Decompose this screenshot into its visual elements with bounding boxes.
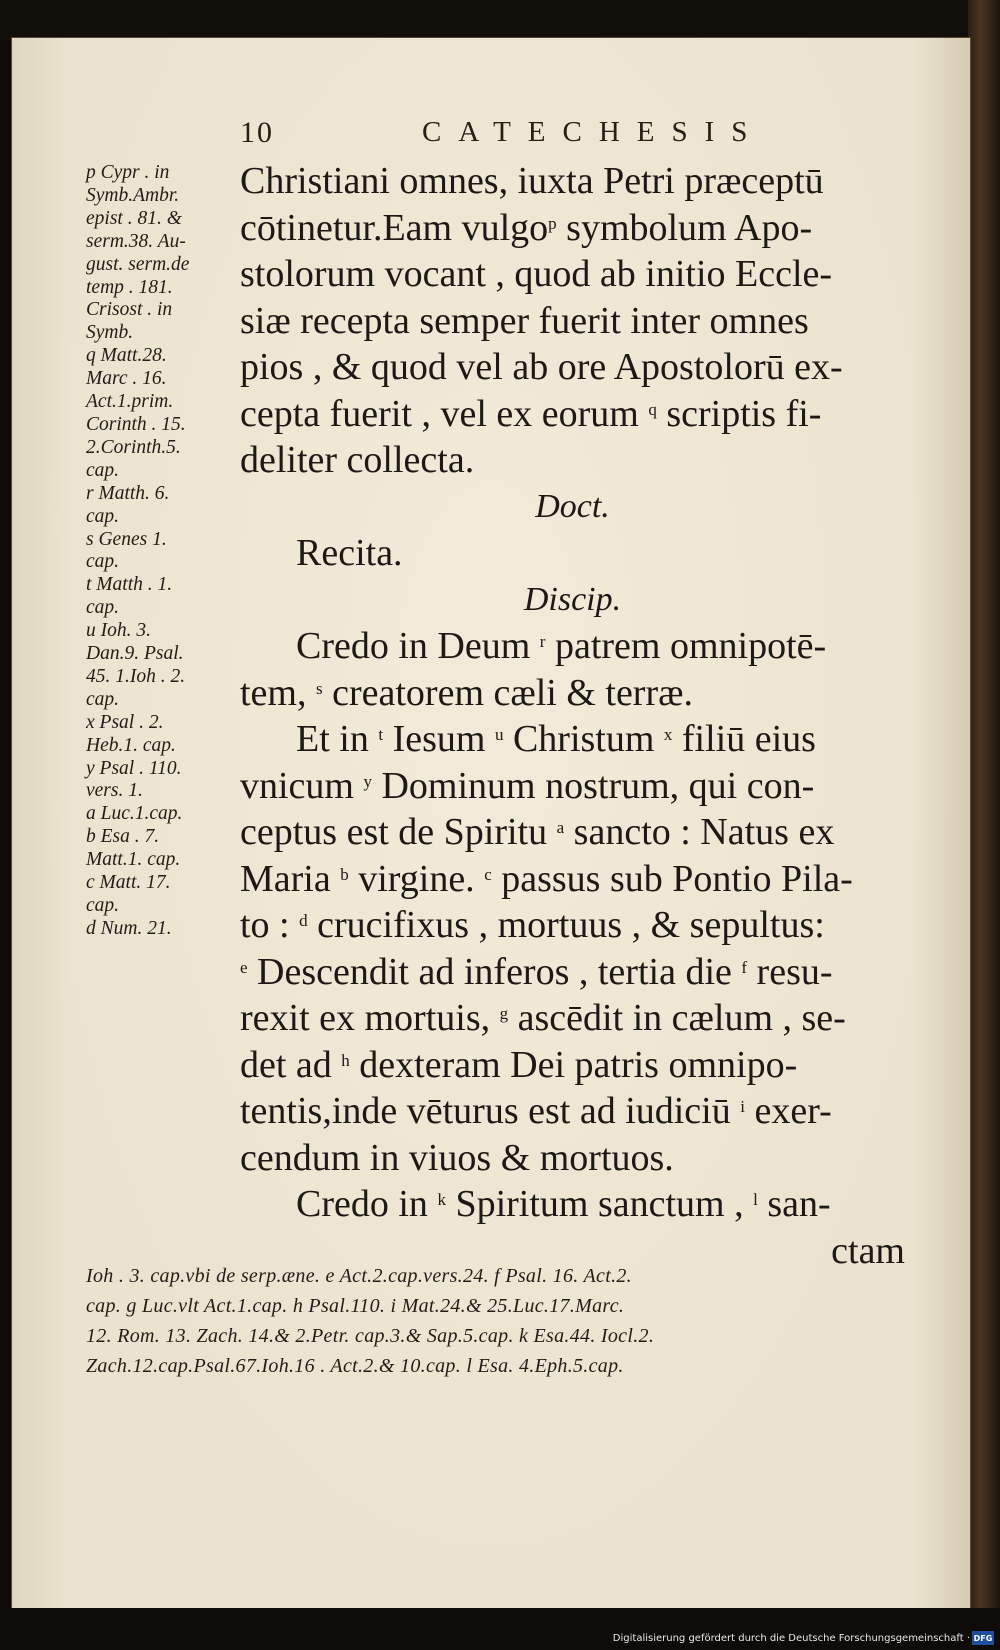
note-marker: e (240, 957, 248, 977)
text-segment: cepta fuerit , vel ex eorum (240, 392, 649, 435)
marginal-note-line: q Matt.28. (86, 345, 167, 367)
text-segment: symbolum Apo- (556, 206, 813, 249)
footnote-line: Ioh . 3. cap.vbi de serp.æne. e Act.2.cap.vers.24. f Psal. 16. Act.2. (86, 1265, 632, 1287)
text-line (240, 1135, 905, 1182)
marginal-note-line: Symb.Ambr. (86, 184, 180, 206)
text-segment: Descendit ad inferos , tertia die (247, 950, 742, 993)
footnote-line: Zach.12.cap.Psal.67.Ioh.16 . Act.2.& 10.cap. l Esa. 4.Eph.5.cap. (86, 1355, 624, 1377)
marginal-note-line: cap. (86, 688, 120, 710)
page-number: 10 (240, 116, 274, 149)
marginal-note-line: Symb. (86, 322, 134, 344)
text-line (240, 763, 905, 810)
scan-top-edge (0, 0, 1000, 40)
text-line (240, 344, 905, 391)
text-segment: sancto : Natus ex (564, 811, 835, 853)
text-line (240, 298, 905, 345)
text-segment: ctam (831, 1229, 905, 1272)
text-segment: ceptus est de Spiritu (240, 811, 557, 853)
marginal-note-line: s Genes 1. (86, 528, 167, 550)
text-segment: dexteram Dei patris omnipo- (349, 1043, 798, 1086)
marginal-note-line: y Psal . 110. (86, 757, 182, 779)
marginal-note-line: cap. (86, 505, 120, 527)
note-marker: l (753, 1190, 758, 1209)
text-line (240, 484, 905, 531)
text-segment: Recita. (296, 532, 403, 574)
text-line (240, 205, 905, 252)
marginal-note-line: serm.38. Au- (86, 230, 186, 252)
marginal-note-line: Marc . 16. (86, 368, 167, 390)
digitization-credit: Digitalisierung gefördert durch die Deutsche Forschungsgemeinschaft · (612, 1633, 970, 1644)
text-segment: Discip. (523, 580, 622, 618)
text-segment: scriptis fi- (656, 392, 822, 435)
marginal-note-line: b Esa . 7. (86, 826, 160, 848)
dfg-logo: DFG (972, 1631, 994, 1645)
text-segment: resu- (747, 950, 833, 993)
marginal-note-line: r Matth. 6. (86, 482, 170, 504)
note-marker: x (663, 725, 673, 744)
note-marker: u (494, 725, 504, 744)
marginal-note-line: t Matth . 1. (86, 574, 173, 596)
text-segment: to : (240, 904, 300, 946)
main-text-block (240, 158, 905, 1274)
text-line (240, 856, 905, 903)
text-segment: det ad (240, 1043, 342, 1086)
marginal-note-line: a Luc.1.cap. (86, 803, 183, 825)
marginal-note-line: 2.Corinth.5. (86, 436, 181, 458)
note-marker: i (740, 1097, 745, 1116)
marginal-note-line: c Matt. 17. (86, 872, 171, 894)
text-segment: siæ recepta semper fuerit inter omnes (240, 299, 809, 342)
marginal-note-line: cap. (86, 597, 120, 619)
marginal-note-line: Heb.1. cap. (86, 734, 176, 756)
note-marker: d (299, 911, 308, 930)
text-segment: san- (757, 1183, 831, 1225)
text-segment: Dominum nostrum, qui con- (371, 764, 815, 807)
text-line (240, 809, 905, 856)
note-marker: p (548, 213, 557, 233)
text-segment: rexit ex mortuis, (240, 997, 500, 1039)
text-segment: patrem omnipotē- (545, 625, 827, 667)
marginal-note-line: temp . 181. (86, 276, 173, 298)
text-line (240, 1042, 905, 1089)
note-marker: a (556, 818, 565, 837)
footnote-line: cap. g Luc.vlt Act.1.cap. h Psal.110. i Mat.24.& 25.Luc.17.Marc. (86, 1295, 625, 1317)
text-line (240, 623, 905, 670)
text-segment: Christiani omnes, iuxta Petri præceptū (240, 160, 824, 202)
text-line (240, 391, 905, 438)
marginal-note-line: u Ioh. 3. (86, 620, 151, 642)
text-line (240, 1181, 905, 1228)
marginal-note-line: Dan.9. Psal. (86, 643, 184, 665)
text-segment: Maria (240, 857, 341, 900)
text-segment: crucifixus , mortuus , & sepultus: (307, 904, 825, 946)
note-marker: q (648, 399, 657, 419)
marginal-note-line: cap. (86, 895, 120, 916)
text-segment: Spiritum sanctum , (445, 1183, 754, 1225)
text-line (240, 995, 905, 1042)
marginal-note-line: Corinth . 15. (86, 413, 186, 435)
marginal-note-line: 45. 1.Ioh . 2. (86, 665, 186, 687)
text-segment: passus sub Pontio Pila- (491, 857, 853, 900)
text-segment: Credo in (296, 1183, 438, 1225)
text-segment: ascēdit in cælum , se- (508, 997, 846, 1039)
footnote-line: 12. Rom. 13. Zach. 14.& 2.Petr. cap.3.& Sap.5.cap. k Esa.44. Iocl.2. (86, 1325, 655, 1347)
text-segment: Credo in Deum (296, 625, 540, 667)
text-line (240, 902, 905, 949)
text-segment: deliter collecta. (240, 439, 475, 481)
text-segment: Christum (503, 718, 664, 760)
note-marker: g (499, 1004, 509, 1023)
marginal-note-line: d Num. 21. (86, 917, 172, 939)
text-segment: tentis,inde vēturus est ad iudiciū (240, 1090, 741, 1132)
text-segment: pios , & quod vel ab ore Apostolorū ex- (240, 346, 843, 388)
text-segment: tem, (240, 671, 316, 714)
text-segment: Iesum (383, 718, 495, 760)
text-segment: exer- (744, 1090, 832, 1132)
marginal-note-line: cap. (86, 551, 120, 573)
note-marker: t (378, 725, 384, 744)
text-line (240, 251, 905, 298)
text-line (240, 949, 905, 996)
book-binding-edge (968, 0, 1000, 1650)
running-head: CATECHESIS (422, 116, 765, 148)
text-segment: virgine. (348, 857, 485, 900)
page-header (12, 116, 970, 156)
text-line (240, 530, 905, 577)
marginal-note-line: x Psal . 2. (86, 711, 164, 733)
marginal-note-line: Crisost . in (86, 299, 173, 321)
marginal-note-line: Matt.1. cap. (86, 849, 181, 871)
marginal-note-line: p Cypr . in (86, 162, 170, 183)
note-marker: h (341, 1050, 350, 1070)
text-line (240, 1088, 905, 1135)
text-segment: filiū eius (672, 718, 816, 760)
text-segment: stolorum vocant , quod ab initio Eccle- (240, 253, 833, 295)
text-line (240, 437, 905, 484)
note-marker: b (340, 864, 349, 884)
footnotes-block (86, 1261, 906, 1381)
marginal-note-line: cap. (86, 459, 120, 481)
text-segment: Et in (296, 718, 379, 760)
text-segment: vnicum (240, 764, 364, 807)
note-marker: c (484, 864, 492, 884)
text-segment: creatorem cæli & terræ. (322, 671, 693, 714)
note-marker: f (741, 957, 748, 977)
marginal-note-line: Act.1.prim. (86, 391, 174, 413)
text-line (240, 670, 905, 717)
note-marker: y (363, 771, 372, 791)
text-line (240, 158, 905, 205)
note-marker: r (539, 632, 546, 651)
marginal-note-line: vers. 1. (86, 780, 143, 802)
marginal-notes (86, 162, 238, 941)
note-marker: k (437, 1190, 446, 1209)
book-page (12, 38, 970, 1608)
text-segment: Doct. (535, 487, 610, 525)
note-marker: s (315, 678, 323, 698)
marginal-note-line: gust. serm.de (86, 253, 190, 275)
text-segment: cendum in viuos & mortuos. (240, 1136, 674, 1179)
text-line (240, 577, 905, 624)
marginal-note-line: epist . 81. & (86, 207, 182, 229)
text-segment: cōtinetur.Eam vulgo (240, 206, 549, 249)
text-line (240, 716, 905, 763)
